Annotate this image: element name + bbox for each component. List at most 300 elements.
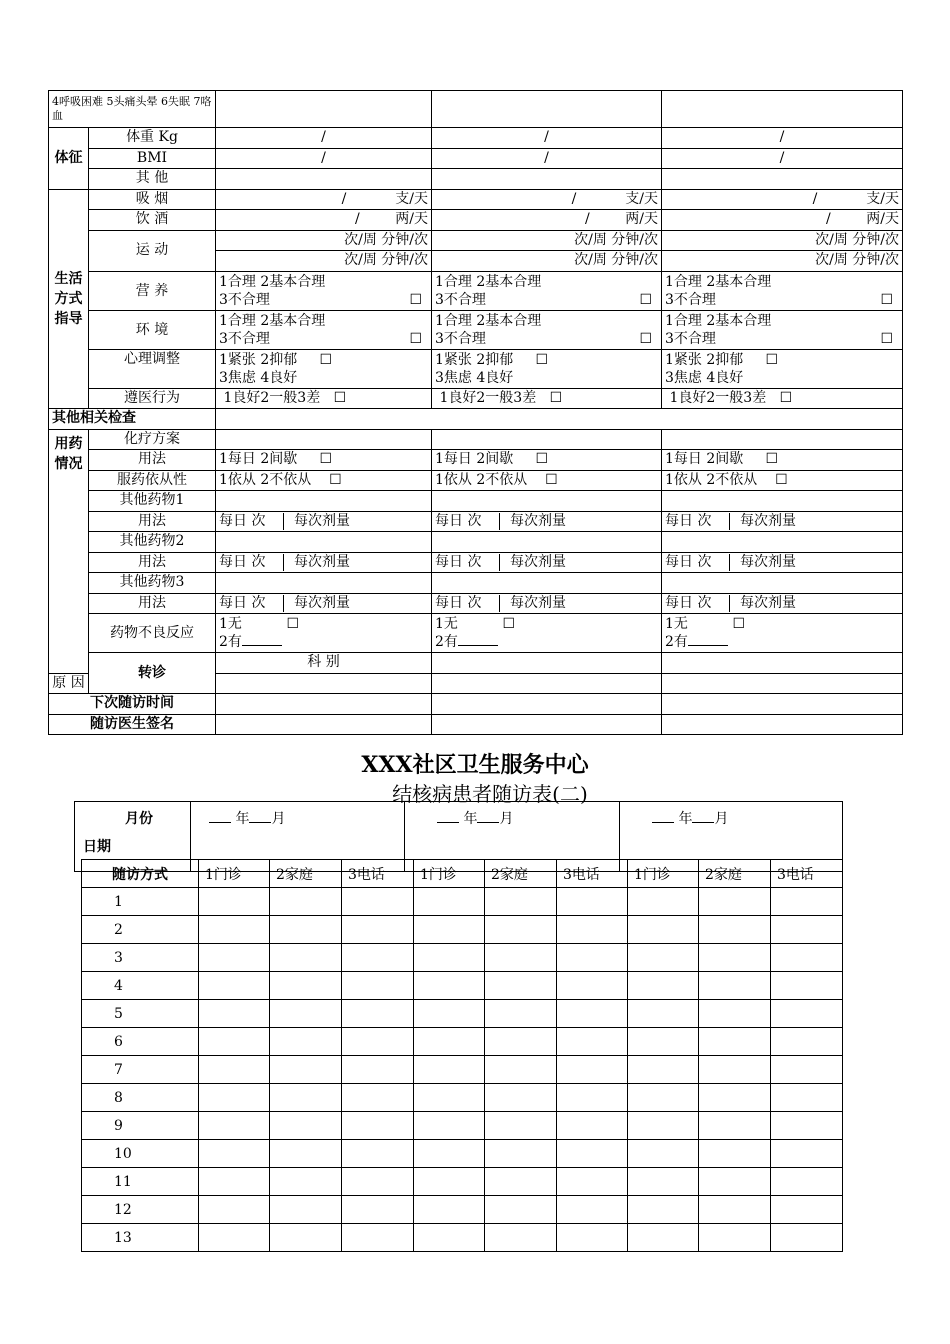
fill-blank[interactable]: [688, 633, 728, 646]
mode-cell[interactable]: [270, 916, 342, 944]
row-index: 9: [82, 1112, 199, 1140]
exercise-cell[interactable]: 次/周 分钟/次: [432, 230, 662, 251]
smoke-unit: 支/天: [866, 190, 900, 207]
cell[interactable]: [216, 169, 432, 190]
cell[interactable]: [432, 532, 662, 553]
mode-cell[interactable]: [342, 888, 414, 916]
mode-cell[interactable]: [414, 888, 485, 916]
mode-cell[interactable]: [628, 1196, 699, 1224]
cell[interactable]: [432, 714, 662, 735]
reason-label: 原 因: [49, 673, 89, 694]
exercise-cell[interactable]: 次/周 分钟/次: [216, 251, 432, 272]
checkbox-icon[interactable]: [502, 616, 515, 632]
usage-text: 1每日 2间歇: [435, 451, 514, 468]
bmi-slash[interactable]: /: [432, 148, 662, 169]
dept-label: 科 别: [216, 653, 432, 674]
psych-line1: 1紧张 2抑郁: [665, 351, 744, 368]
row-index: 12: [82, 1196, 199, 1224]
mode-cell[interactable]: [342, 1112, 414, 1140]
table-row: [82, 1140, 843, 1168]
cell[interactable]: [216, 532, 432, 553]
mode-cell[interactable]: [199, 1000, 270, 1028]
dose-text: 每次剂量: [740, 594, 797, 611]
nutri-line2: 3不合理: [665, 291, 716, 308]
mode-cell[interactable]: [557, 1028, 628, 1056]
mode-cell[interactable]: [771, 944, 843, 972]
mode-cell[interactable]: [699, 1000, 771, 1028]
cell[interactable]: [216, 694, 432, 715]
mode-cell[interactable]: [270, 1000, 342, 1028]
year-text: 年: [678, 811, 693, 827]
adherence-cell[interactable]: [432, 470, 662, 491]
dose-cell[interactable]: [662, 552, 903, 573]
mode-cell[interactable]: [270, 1196, 342, 1224]
mode-cell[interactable]: [557, 1112, 628, 1140]
cell[interactable]: [432, 673, 662, 694]
mode-cell[interactable]: [771, 1112, 843, 1140]
psych-cell[interactable]: [662, 349, 903, 388]
nutrition-cell[interactable]: [432, 271, 662, 310]
drink-cell[interactable]: [432, 210, 662, 231]
checkbox-icon[interactable]: [320, 352, 333, 368]
mode-cell[interactable]: [557, 1196, 628, 1224]
mode-cell[interactable]: [699, 1168, 771, 1196]
daily-text: 每日 次: [665, 513, 730, 530]
checkbox-icon[interactable]: [286, 616, 299, 632]
psych-label: 心理调整: [89, 349, 216, 388]
mode-cell[interactable]: [199, 1084, 270, 1112]
mode-cell[interactable]: [485, 1000, 557, 1028]
cell[interactable]: [662, 491, 903, 512]
dose-cell[interactable]: [662, 593, 903, 614]
cell[interactable]: [662, 694, 903, 715]
mode-cell[interactable]: [199, 1056, 270, 1084]
compliance-text: 1良好2一般3差: [439, 389, 537, 406]
psych-cell[interactable]: [216, 349, 432, 388]
mode-cell[interactable]: [199, 944, 270, 972]
checkbox-icon[interactable]: [766, 352, 779, 368]
mode-header: 1门诊: [199, 860, 270, 888]
mode-cell[interactable]: [771, 1140, 843, 1168]
cell[interactable]: [216, 673, 432, 694]
table-row: [82, 944, 843, 972]
smoke-cell[interactable]: [216, 189, 432, 210]
mode-cell[interactable]: [557, 1140, 628, 1168]
mode-header: 3电话: [771, 860, 843, 888]
row-index: 7: [82, 1056, 199, 1084]
cell[interactable]: [432, 491, 662, 512]
daily-text: 每日 次: [219, 595, 284, 612]
mode-cell[interactable]: [199, 1168, 270, 1196]
checkbox-icon[interactable]: [545, 472, 558, 488]
mode-cell[interactable]: [342, 1168, 414, 1196]
cell[interactable]: [432, 169, 662, 190]
mode-cell[interactable]: [699, 1224, 771, 1252]
mode-cell[interactable]: [699, 1084, 771, 1112]
weight-slash[interactable]: /: [662, 128, 903, 149]
dose-cell[interactable]: [216, 552, 432, 573]
mode-cell[interactable]: [699, 888, 771, 916]
mode-cell[interactable]: [414, 1168, 485, 1196]
checkbox-icon[interactable]: [639, 330, 652, 348]
month-text: 月: [499, 811, 514, 827]
mode-cell[interactable]: [485, 1168, 557, 1196]
physical-group: 体征: [49, 128, 89, 190]
mode-cell[interactable]: [699, 1028, 771, 1056]
mode-cell[interactable]: [699, 1112, 771, 1140]
checkbox-icon[interactable]: [780, 390, 793, 406]
year-text: 年: [463, 811, 478, 827]
environment-label: 环 境: [89, 310, 216, 349]
mode-cell[interactable]: [414, 1140, 485, 1168]
psych-cell[interactable]: [432, 349, 662, 388]
compliance-cell[interactable]: [216, 388, 432, 409]
env-cell[interactable]: [216, 310, 432, 349]
mode-cell[interactable]: [485, 888, 557, 916]
mode-cell[interactable]: [199, 888, 270, 916]
dose-cell[interactable]: [216, 593, 432, 614]
mode-cell[interactable]: [342, 1140, 414, 1168]
env-cell[interactable]: [432, 310, 662, 349]
adherence-cell[interactable]: [216, 470, 432, 491]
adverse-cell[interactable]: [662, 614, 903, 653]
checkbox-icon[interactable]: [536, 451, 549, 467]
daily-text: 每日 次: [435, 595, 500, 612]
followup-table-part1: [48, 90, 903, 735]
mode-cell[interactable]: [557, 1224, 628, 1252]
dose-text: 每次剂量: [294, 594, 351, 611]
psych-line2: 3焦虑 4良好: [219, 369, 298, 386]
checkbox-icon[interactable]: [320, 451, 333, 467]
drink-unit: 两/天: [625, 211, 659, 228]
mode-cell[interactable]: [699, 1196, 771, 1224]
mode-cell[interactable]: [771, 1056, 843, 1084]
mode-cell[interactable]: [628, 1084, 699, 1112]
cell[interactable]: [432, 573, 662, 594]
slash: /: [341, 190, 347, 207]
dose-cell[interactable]: [432, 593, 662, 614]
cell[interactable]: [662, 714, 903, 735]
checkbox-icon[interactable]: [329, 472, 342, 488]
medication-group: 用药情况: [49, 429, 89, 673]
checkbox-icon[interactable]: [732, 616, 745, 632]
drink-cell[interactable]: [216, 210, 432, 231]
compliance-cell[interactable]: [432, 388, 662, 409]
mode-cell[interactable]: [270, 1084, 342, 1112]
nutrition-cell[interactable]: [662, 271, 903, 310]
exercise-cell[interactable]: 次/周 分钟/次: [662, 251, 903, 272]
fill-blank[interactable]: [437, 810, 459, 823]
cell[interactable]: [662, 653, 903, 674]
exercise-cell[interactable]: 次/周 分钟/次: [216, 230, 432, 251]
usage-label: 用法: [89, 593, 216, 614]
mode-cell[interactable]: [342, 1196, 414, 1224]
mode-cell[interactable]: [270, 1140, 342, 1168]
month-text: 月: [714, 811, 729, 827]
cell[interactable]: [216, 429, 432, 450]
mode-cell[interactable]: [628, 1000, 699, 1028]
bmi-slash[interactable]: /: [216, 148, 432, 169]
cell[interactable]: [216, 573, 432, 594]
cell[interactable]: [662, 532, 903, 553]
mode-cell[interactable]: [699, 1140, 771, 1168]
mode-label: 随访方式: [82, 860, 199, 888]
checkbox-icon[interactable]: [334, 390, 347, 406]
cell[interactable]: [216, 714, 432, 735]
usage-cell[interactable]: [432, 450, 662, 471]
mode-cell[interactable]: [485, 972, 557, 1000]
mode-cell[interactable]: [199, 1140, 270, 1168]
dose-cell[interactable]: [432, 511, 662, 532]
mode-cell[interactable]: [199, 1028, 270, 1056]
mode-cell[interactable]: [699, 916, 771, 944]
mode-cell[interactable]: [199, 1112, 270, 1140]
mode-cell[interactable]: [557, 972, 628, 1000]
dose-cell[interactable]: [662, 511, 903, 532]
mode-cell[interactable]: [414, 1196, 485, 1224]
form-subheading: 结核病患者随访表(二): [392, 782, 588, 806]
usage-text: 1每日 2间歇: [219, 451, 298, 468]
mode-cell[interactable]: [485, 1112, 557, 1140]
fill-blank[interactable]: [692, 810, 714, 823]
dose-text: 每次剂量: [510, 512, 567, 529]
mode-cell[interactable]: [485, 1224, 557, 1252]
mode-cell[interactable]: [414, 1084, 485, 1112]
cell[interactable]: [662, 429, 903, 450]
mode-cell[interactable]: [485, 1028, 557, 1056]
fill-blank[interactable]: [477, 810, 499, 823]
dose-text: 每次剂量: [294, 553, 351, 570]
adverse-cell[interactable]: [216, 614, 432, 653]
adverse-cell[interactable]: [432, 614, 662, 653]
env-cell[interactable]: [662, 310, 903, 349]
dose-cell[interactable]: [432, 552, 662, 573]
mode-cell[interactable]: [270, 1224, 342, 1252]
mode-cell[interactable]: [414, 1028, 485, 1056]
mode-cell[interactable]: [270, 1168, 342, 1196]
mode-cell[interactable]: [485, 916, 557, 944]
checkbox-icon[interactable]: [409, 330, 422, 348]
smoke-cell[interactable]: [432, 189, 662, 210]
mode-cell[interactable]: [414, 972, 485, 1000]
mode-cell[interactable]: [342, 916, 414, 944]
mode-cell[interactable]: [485, 1084, 557, 1112]
env-line2: 3不合理: [219, 330, 270, 347]
cell[interactable]: [662, 169, 903, 190]
mode-cell[interactable]: [199, 972, 270, 1000]
mode-cell[interactable]: [270, 1112, 342, 1140]
mode-cell[interactable]: [485, 1196, 557, 1224]
mode-cell[interactable]: [628, 1140, 699, 1168]
cell[interactable]: [662, 673, 903, 694]
mode-cell[interactable]: [557, 1168, 628, 1196]
usage-cell[interactable]: [216, 450, 432, 471]
cell[interactable]: [662, 573, 903, 594]
adherence-text: 1依从 2不依从: [435, 471, 528, 488]
mode-cell[interactable]: [270, 1028, 342, 1056]
mode-cell[interactable]: [628, 888, 699, 916]
mode-cell[interactable]: [485, 1056, 557, 1084]
mode-cell[interactable]: [414, 1056, 485, 1084]
mode-cell[interactable]: [771, 1000, 843, 1028]
mode-cell[interactable]: [270, 972, 342, 1000]
dose-text: 每次剂量: [294, 512, 351, 529]
cell[interactable]: [432, 694, 662, 715]
mode-cell[interactable]: [199, 916, 270, 944]
mode-cell[interactable]: [699, 944, 771, 972]
mode-cell[interactable]: [414, 1000, 485, 1028]
weight-slash[interactable]: /: [216, 128, 432, 149]
mode-cell[interactable]: [342, 1000, 414, 1028]
table-row: [82, 1224, 843, 1252]
table-row: [82, 916, 843, 944]
cell[interactable]: [432, 429, 662, 450]
mode-cell[interactable]: [628, 916, 699, 944]
drink-cell[interactable]: [662, 210, 903, 231]
table-row: [82, 1084, 843, 1112]
mode-cell[interactable]: [628, 944, 699, 972]
adherence-text: 1依从 2不依从: [665, 471, 758, 488]
dose-cell[interactable]: [216, 511, 432, 532]
fill-blank[interactable]: [458, 633, 498, 646]
mode-cell[interactable]: [628, 1224, 699, 1252]
slash: /: [812, 190, 818, 207]
checkbox-icon[interactable]: [550, 390, 563, 406]
slash: /: [571, 190, 577, 207]
mode-cell[interactable]: [628, 1028, 699, 1056]
mode-cell[interactable]: [342, 1224, 414, 1252]
bmi-slash[interactable]: /: [662, 148, 903, 169]
table-row: [82, 1196, 843, 1224]
mode-cell[interactable]: [270, 888, 342, 916]
usage-label: 用法: [89, 511, 216, 532]
daily-text: 每日 次: [219, 554, 284, 571]
mode-cell[interactable]: [342, 1056, 414, 1084]
mode-cell[interactable]: [557, 1000, 628, 1028]
row-index: 3: [82, 944, 199, 972]
cell[interactable]: [216, 91, 432, 128]
nutrition-cell[interactable]: [216, 271, 432, 310]
other-exam-cell[interactable]: [216, 409, 903, 430]
mode-cell[interactable]: [414, 1224, 485, 1252]
mode-cell[interactable]: [557, 1056, 628, 1084]
mode-cell[interactable]: [199, 1196, 270, 1224]
checkbox-icon[interactable]: [880, 330, 893, 348]
fill-blank[interactable]: [652, 810, 674, 823]
mode-cell[interactable]: [557, 1084, 628, 1112]
table-row: [82, 1112, 843, 1140]
compliance-cell[interactable]: [662, 388, 903, 409]
exercise-cell[interactable]: 次/周 分钟/次: [662, 230, 903, 251]
mode-cell[interactable]: [699, 1056, 771, 1084]
adherence-label: 服药依从性: [89, 470, 216, 491]
mode-header: 1门诊: [414, 860, 485, 888]
mode-cell[interactable]: [485, 944, 557, 972]
mode-cell[interactable]: [414, 944, 485, 972]
mode-cell[interactable]: [771, 916, 843, 944]
mode-cell[interactable]: [628, 1168, 699, 1196]
row-index: 13: [82, 1224, 199, 1252]
checkbox-icon[interactable]: [880, 291, 893, 309]
mode-cell[interactable]: [270, 1056, 342, 1084]
mode-cell[interactable]: [414, 1112, 485, 1140]
fill-blank[interactable]: [209, 810, 231, 823]
daily-text: 每日 次: [665, 595, 730, 612]
symptoms-tail: 4呼吸困难 5头痛头晕 6失眠 7咯血: [49, 91, 216, 128]
checkbox-icon[interactable]: [639, 291, 652, 309]
checkbox-icon[interactable]: [766, 451, 779, 467]
mode-header: 2家庭: [699, 860, 771, 888]
cell[interactable]: [662, 91, 903, 128]
drink-unit: 两/天: [395, 211, 429, 228]
mode-cell[interactable]: [628, 1112, 699, 1140]
cell[interactable]: [216, 491, 432, 512]
adverse-line2: 2有: [219, 634, 242, 650]
checkbox-icon[interactable]: [409, 291, 422, 309]
bmi-label: BMI: [89, 148, 216, 169]
daily-text: 每日 次: [435, 513, 500, 530]
mode-cell[interactable]: [557, 916, 628, 944]
row-index: 1: [82, 888, 199, 916]
mode-cell[interactable]: [270, 944, 342, 972]
mode-cell[interactable]: [342, 1028, 414, 1056]
adherence-cell[interactable]: [662, 470, 903, 491]
row-index: 8: [82, 1084, 199, 1112]
slash: /: [584, 211, 590, 228]
weight-slash[interactable]: /: [432, 128, 662, 149]
cell[interactable]: [432, 653, 662, 674]
mode-cell[interactable]: [557, 888, 628, 916]
row-index: 10: [82, 1140, 199, 1168]
row-index: 2: [82, 916, 199, 944]
mode-cell[interactable]: [699, 972, 771, 1000]
mode-cell[interactable]: [628, 972, 699, 1000]
mode-cell[interactable]: [771, 1196, 843, 1224]
smoke-cell[interactable]: [662, 189, 903, 210]
checkbox-icon[interactable]: [775, 472, 788, 488]
drink-unit: 两/天: [866, 211, 900, 228]
mode-cell[interactable]: [342, 944, 414, 972]
mode-cell[interactable]: [771, 1224, 843, 1252]
followup-mode-table: [81, 859, 843, 1252]
mode-cell[interactable]: [771, 972, 843, 1000]
checkbox-icon[interactable]: [536, 352, 549, 368]
mode-cell[interactable]: [771, 888, 843, 916]
mode-cell[interactable]: [771, 1084, 843, 1112]
mode-cell[interactable]: [557, 944, 628, 972]
psych-line1: 1紧张 2抑郁: [435, 351, 514, 368]
nutri-line1: 1合理 2基本合理: [435, 273, 542, 290]
adverse-line2: 2有: [435, 634, 458, 650]
mode-cell[interactable]: [485, 1140, 557, 1168]
cell[interactable]: [432, 91, 662, 128]
mode-cell[interactable]: [628, 1056, 699, 1084]
other-drug3-label: 其他药物3: [89, 573, 216, 594]
mode-cell[interactable]: [199, 1224, 270, 1252]
mode-cell[interactable]: [342, 972, 414, 1000]
fill-blank[interactable]: [249, 810, 271, 823]
usage-cell[interactable]: [662, 450, 903, 471]
month-text: 月: [271, 811, 286, 827]
mode-cell[interactable]: [342, 1084, 414, 1112]
other-drug1-label: 其他药物1: [89, 491, 216, 512]
mode-cell[interactable]: [771, 1168, 843, 1196]
nutri-line2: 3不合理: [219, 291, 270, 308]
mode-cell[interactable]: [414, 916, 485, 944]
exercise-cell[interactable]: 次/周 分钟/次: [432, 251, 662, 272]
fill-blank[interactable]: [242, 633, 282, 646]
mode-cell[interactable]: [771, 1028, 843, 1056]
